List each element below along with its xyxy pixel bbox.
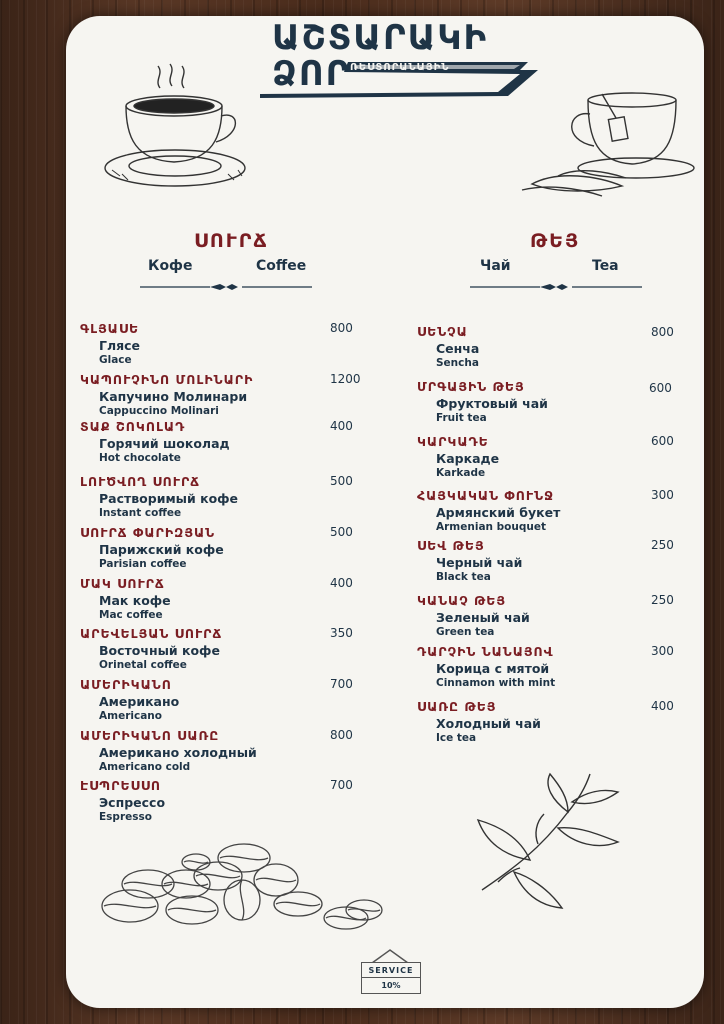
coffee-title: ՍՈՒՐՃ <box>194 230 269 252</box>
item-name-ru: Армянский букет <box>436 505 561 520</box>
item-name-ru: Зеленый чай <box>436 610 530 625</box>
item-name-ru: Корица с мятой <box>436 661 550 676</box>
item-price: 500 <box>330 525 353 539</box>
item-name-am: ԼՈՒԾՎՈՂ ՍՈՒՐՃ <box>80 474 201 489</box>
item-name-am: ՍԱՌԸ ԹԵՅ <box>417 699 497 714</box>
item-name-en: Sencha <box>436 357 479 369</box>
list-item <box>80 419 380 465</box>
list-item <box>80 525 380 571</box>
item-name-am: ԱՄԵՐԻԿԱՆՈ ՍԱՌԸ <box>80 728 220 743</box>
item-name-en: Espresso <box>99 811 152 823</box>
tea-cup-icon <box>518 88 698 204</box>
item-name-am: ԱՐԵՎԵԼՅԱՆ ՍՈՒՐՃ <box>80 626 223 641</box>
brand-line2: ՁՈՐ <box>272 54 351 94</box>
item-name-ru: Фруктовый чай <box>436 396 548 411</box>
item-price: 300 <box>651 488 674 502</box>
item-name-en: Cinnamon with mint <box>436 677 556 689</box>
item-name-en: Ice tea <box>436 732 477 744</box>
list-item <box>80 677 380 723</box>
list-item <box>80 372 380 418</box>
item-price: 1200 <box>330 372 361 386</box>
item-name-en: Parisian coffee <box>99 558 187 570</box>
service-label: SERVICE <box>362 963 420 978</box>
item-price: 400 <box>330 576 353 590</box>
service-badge <box>361 962 421 994</box>
item-name-en: Americano cold <box>99 761 191 773</box>
item-price: 250 <box>651 538 674 552</box>
item-price: 700 <box>330 778 353 792</box>
item-name-am: ԷՍՊՐԵՍՍՈ <box>80 778 161 793</box>
item-name-ru: Восточный кофе <box>99 643 220 658</box>
tea-title-en: Tea <box>592 258 619 274</box>
coffee-cup-icon <box>100 58 250 194</box>
item-name-am: ՏԱՔ ՇՈԿՈԼԱԴ <box>80 419 186 434</box>
brand-line1: ԱՇՏԱՐԱԿԻ <box>272 18 489 58</box>
item-name-en: Cappuccino Molinari <box>99 405 219 417</box>
tea-title: ԹԵՅ <box>530 230 581 252</box>
item-name-am: ՄԱԿ ՍՈՒՐՃ <box>80 576 165 591</box>
item-price: 800 <box>330 321 353 335</box>
brand-sub1: ՌԵՍՏՈՐԱՆԱՅԻՆ <box>350 62 450 73</box>
list-item <box>417 379 677 425</box>
item-name-am: ՍԵՎ ԹԵՅ <box>417 538 485 553</box>
item-name-ru: Парижский кофе <box>99 542 224 557</box>
brand-sub2: ՀԱՄԱԼԻՐ <box>382 76 439 87</box>
item-name-am: ԴԱՐՉԻՆ ՆԱՆԱՅՈՎ <box>417 644 554 659</box>
item-price: 350 <box>330 626 353 640</box>
item-price: 600 <box>649 381 672 395</box>
item-price: 500 <box>330 474 353 488</box>
item-name-am: ՍՈՒՐՃ ՓԱՐԻԶՅԱՆ <box>80 525 216 540</box>
item-name-am: ԿԱՊՈՒՉԻՆՈ ՄՈԼԻՆԱՐԻ <box>80 372 254 387</box>
list-item <box>80 626 380 672</box>
item-name-ru: Растворимый кофе <box>99 491 239 506</box>
item-name-ru: Мак кофе <box>99 593 171 608</box>
item-name-ru: Горячий шоколад <box>99 436 230 451</box>
list-item <box>417 644 677 690</box>
item-price: 250 <box>651 593 674 607</box>
item-price: 400 <box>651 699 674 713</box>
item-name-en: Hot chocolate <box>99 452 181 464</box>
item-name-ru: Эспрессо <box>99 795 166 810</box>
coffee-divider <box>140 281 312 293</box>
item-name-ru: Капучино Молинари <box>99 389 248 404</box>
item-name-ru: Американо <box>99 694 180 709</box>
item-price: 400 <box>330 419 353 433</box>
item-name-ru: Глясе <box>99 338 141 353</box>
item-name-am: ԱՄԵՐԻԿԱՆՈ <box>80 677 172 692</box>
list-item <box>417 699 677 745</box>
item-name-ru: Холодный чай <box>436 716 541 731</box>
item-price: 800 <box>330 728 353 742</box>
list-item <box>417 324 677 370</box>
list-item <box>80 778 380 824</box>
item-name-am: ԿԱՆԱՉ ԹԵՅ <box>417 593 507 608</box>
item-name-en: Green tea <box>436 626 495 638</box>
item-name-en: Mac coffee <box>99 609 163 621</box>
list-item <box>80 728 380 774</box>
item-name-en: Glace <box>99 354 132 366</box>
list-item <box>417 488 677 534</box>
item-name-am: ՀԱՅԿԱԿԱՆ ՓՈՒՆՋ <box>417 488 554 503</box>
item-name-am: ԳԼՅԱՍԵ <box>80 321 140 336</box>
coffee-title-ru: Кофе <box>148 258 193 274</box>
tea-divider <box>470 281 642 293</box>
coffee-beans-icon <box>100 838 390 930</box>
tea-title-ru: Чай <box>480 258 511 274</box>
item-name-am: ՍԵՆՉԱ <box>417 324 468 339</box>
item-name-ru: Черный чай <box>436 555 523 570</box>
item-price: 700 <box>330 677 353 691</box>
item-name-en: Black tea <box>436 571 491 583</box>
item-name-ru: Американо холодный <box>99 745 257 760</box>
item-name-ru: Каркаде <box>436 451 500 466</box>
list-item <box>80 576 380 622</box>
item-price: 600 <box>651 434 674 448</box>
list-item <box>80 474 380 520</box>
item-price: 800 <box>651 325 674 339</box>
item-name-en: Fruit tea <box>436 412 487 424</box>
item-name-en: Karkade <box>436 467 486 479</box>
list-item <box>417 593 677 639</box>
item-name-am: ՄՐԳԱՅԻՆ ԹԵՅ <box>417 379 525 394</box>
item-name-en: Orinetal coffee <box>99 659 187 671</box>
list-item <box>417 434 677 480</box>
item-price: 300 <box>651 644 674 658</box>
tea-leaves-icon <box>468 772 628 912</box>
item-name-en: Armenian bouquet <box>436 521 546 533</box>
item-name-en: Instant coffee <box>99 507 182 519</box>
item-name-am: ԿԱՐԿԱԴԵ <box>417 434 489 449</box>
list-item <box>417 538 677 584</box>
coffee-title-en: Coffee <box>256 258 307 274</box>
service-value: 10% <box>381 981 401 990</box>
list-item <box>80 321 380 367</box>
item-name-en: Americano <box>99 710 162 722</box>
item-name-ru: Сенча <box>436 341 480 356</box>
